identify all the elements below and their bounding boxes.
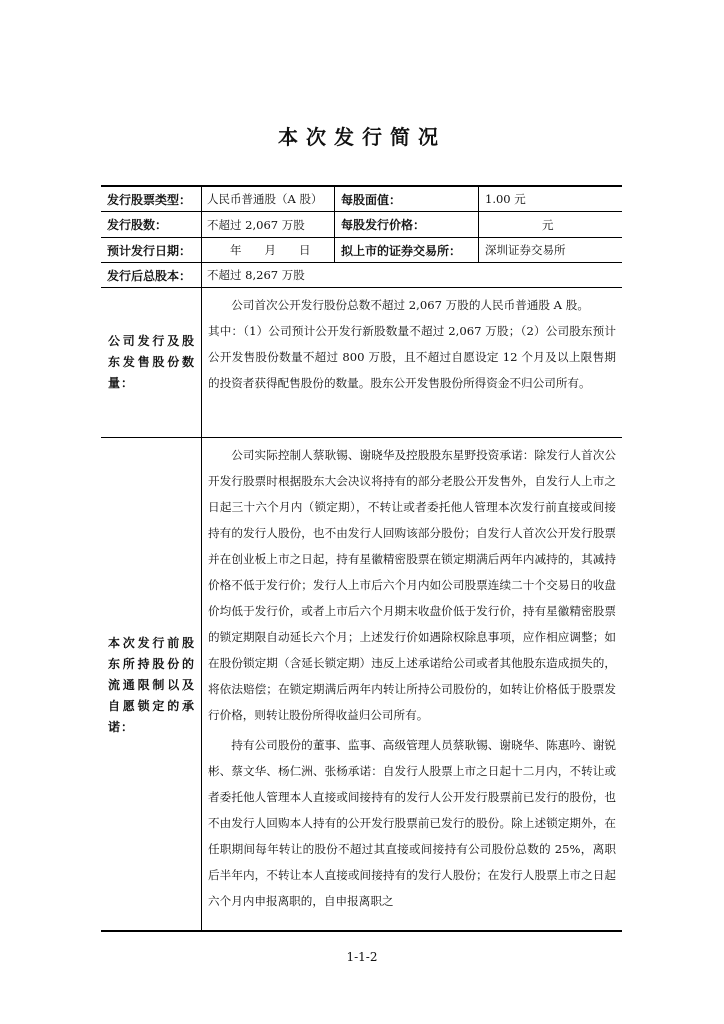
- par-value-value: 1.00 元: [485, 192, 526, 206]
- issue-price-value: 元: [542, 217, 554, 232]
- table-row: [101, 238, 622, 263]
- total-shares-value: 不超过 8,267 万股: [207, 268, 305, 282]
- stock-type-label: 发行股票类型：: [101, 187, 202, 211]
- issue-date-label: 预计发行日期：: [101, 238, 202, 262]
- paragraph: 公司首次公开发行股份总数不超过 2,067 万股的人民币普通股 A 股。: [231, 298, 589, 312]
- paragraph: 公司实际控制人蔡耿锡、谢晓华及控股股东星野投资承诺：除发行人首次公开发行股票时根据股东大会决议将持有的部分老股公开发售外，自发行人上市之日起三十六个月内（锁定期），不转让或者委托他人管理本次发行前直接或间接持有的发行人股份，也不由发行人回购该部分股份；自发行人首次公开发行股票并在创业板上市之日起，持有星徽精密股票在锁定期满后两年内减持的，其减持价格不低于发行价；发行人上市后六个月内如公司股票连续二十个交易日的收盘价均低于发行价，或者上市后六个月期末收盘价低于发行价，持有星徽精密股票的锁定期限自动延长六个月；上述发行价如遇除权除息事项，应作相应调整；如在股份锁定期（含延长锁定期）违反上述承诺给公司或者其他股东造成损失的，将依法赔偿；在锁定期满后两年内转让所持公司股份的，如转让价格低于股票发行价格，则转让股份所得收益归公司所有。: [208, 448, 616, 722]
- lockup-commitment-section: [101, 438, 622, 932]
- section-content: [202, 288, 622, 437]
- exchange-value: 深圳证券交易所: [485, 243, 566, 257]
- paragraph: 其中：（1）公司预计公开发行新股数量不超过 2,067 万股；（2）公司股东预计公开发售股份数量不超过 800 万股，且不超过自愿设定 12 个月及以上限售期的投资者获得配售股份的数量。股东公开发售股份所得资金不归公司所有。: [208, 324, 616, 390]
- paragraph: 持有公司股份的董事、监事、高级管理人员蔡耿锡、谢晓华、陈惠吟、谢锐彬、蔡文华、杨仁洲、张杨承诺：自发行人股票上市之日起十二月内，不转让或者委托他人管理本人直接或间接持有的发行人公开发行股票前已发行的股份，也不由发行人回购本人持有的公开发行股票前已发行的股份。除上述锁定期外，在任职期间每年转让的股份不超过其直接或间接持有公司股份总数的 25%，离职后半年内，不转让本人直接或间接持有的发行人股份；在发行人股票上市之日起六个月内申报离职的，自申报离职之: [208, 738, 616, 908]
- table-row: [101, 187, 622, 212]
- shares-issued-value: 不超过 2,067 万股: [202, 212, 335, 237]
- table-row: [101, 263, 622, 288]
- share-issuance-section: [101, 288, 622, 438]
- par-value-label: 每股面值：: [335, 187, 479, 211]
- table-row: [101, 212, 622, 238]
- page-title: 本次发行简况: [278, 125, 446, 149]
- section-label: 公司发行及股东发售股份数量：: [101, 288, 202, 437]
- page-number: 1-1-2: [346, 950, 378, 964]
- section-content: [202, 438, 622, 932]
- exchange-label: 拟上市的证券交易所：: [335, 238, 479, 262]
- issue-price-label: 每股发行价格：: [335, 212, 479, 237]
- offering-summary-table: [101, 185, 622, 932]
- section-label: 本次发行前股东所持股份的流通限制以及自愿锁定的承诺：: [101, 438, 202, 932]
- issue-date-value: 年 月 日: [202, 238, 335, 262]
- total-shares-label: 发行后总股本：: [101, 263, 202, 287]
- shares-issued-label: 发行股数：: [101, 212, 202, 237]
- stock-type-value: 人民币普通股（A 股）: [202, 187, 335, 211]
